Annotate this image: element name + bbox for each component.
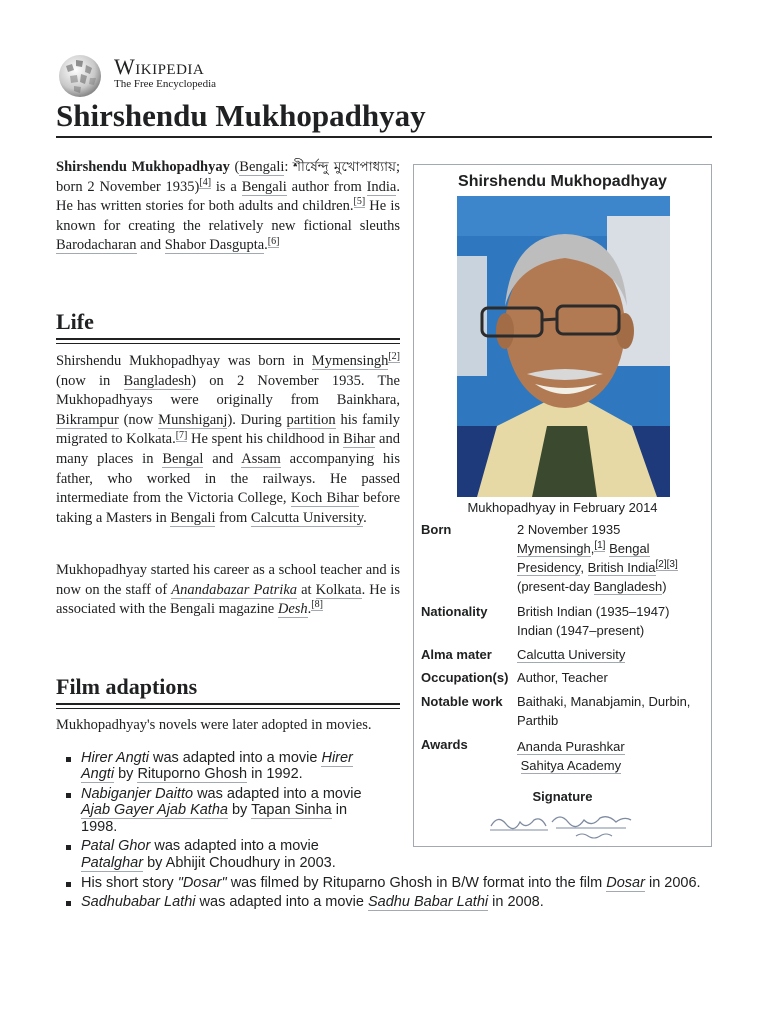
link-bihar[interactable]: Bihar <box>343 431 376 448</box>
section-divider <box>56 703 400 705</box>
link-film[interactable]: Sadhu Babar Lathi <box>368 894 489 911</box>
text: in 1998. <box>81 802 348 835</box>
subject-name: Shirshendu Mukhopadhyay <box>56 159 230 175</box>
text: in 2006. <box>644 874 701 891</box>
notable-work-value: Baithaki, Manabjamin, Durbin, Parthib <box>517 694 691 728</box>
text: (now <box>118 411 159 428</box>
section-divider <box>56 343 400 344</box>
link-bikrampur[interactable]: Bikrampur <box>56 411 119 428</box>
life-paragraph-1 <box>56 352 400 528</box>
text: (present-day <box>517 579 594 594</box>
signature-label: Signature <box>532 789 593 804</box>
list-item <box>81 750 381 783</box>
text: was adapted into a movie <box>148 750 322 766</box>
link-bengali[interactable]: Bengali <box>241 178 287 195</box>
link-bengal-presidency[interactable]: Bengal Presidency <box>517 541 650 575</box>
link-sahitya-academy[interactable]: Sahitya Academy <box>520 758 622 773</box>
text: Mukhopadhyay started his career as a school teacher and is now on the staff of <box>56 562 400 598</box>
text: ( <box>229 159 240 175</box>
text: . <box>363 509 367 526</box>
link-calcutta-university[interactable]: Calcutta University <box>250 509 364 526</box>
text: , <box>590 541 595 556</box>
text: by <box>227 802 252 819</box>
list-item <box>81 786 381 835</box>
portrait-photo[interactable] <box>457 196 670 497</box>
born-label: Born <box>421 522 452 537</box>
text: was adapted into a movie <box>150 838 319 855</box>
site-tagline: The Free Encyclopedia <box>114 78 217 90</box>
text: His short story <box>81 874 178 891</box>
birth-date: 2 November 1935 <box>517 522 621 537</box>
section-heading-life: Life <box>56 309 94 334</box>
title-divider <box>56 136 712 138</box>
text: , <box>580 560 588 575</box>
link-film[interactable]: Hirer Angti <box>81 750 353 783</box>
film-intro <box>56 716 400 736</box>
text: . He has written stories for both adults and children. <box>56 178 400 215</box>
wikipedia-wordmark[interactable] <box>114 56 216 90</box>
film-intro-text: Mukhopadhyay's novels were later adopted in movies. <box>56 717 372 733</box>
link-shabor-dasgupta[interactable]: Shabor Dasgupta <box>164 237 265 254</box>
text: in 1992. <box>247 766 303 783</box>
ref-7[interactable]: [7] <box>175 429 188 441</box>
list-item <box>81 875 741 891</box>
list-item <box>81 838 381 871</box>
life-paragraph-2 <box>56 561 400 620</box>
text: and many places in <box>56 431 400 467</box>
link-india[interactable]: India <box>366 178 397 195</box>
link-bengali-language[interactable]: Bengali <box>239 159 285 175</box>
link-bangladesh[interactable]: Bangladesh <box>593 579 663 594</box>
ref-5[interactable]: [5] <box>353 196 366 208</box>
awards-label: Awards <box>421 737 468 752</box>
text: in 2008. <box>488 894 544 911</box>
nationality-label: Nationality <box>421 604 488 619</box>
section-divider <box>56 708 400 709</box>
text: Hirer Angti <box>81 750 149 766</box>
text: from <box>215 509 251 526</box>
link-anandabazar-patrika[interactable]: Anandabazar Patrika <box>171 581 297 598</box>
text: and <box>203 450 242 467</box>
text: Shirshendu Mukhopadhyay was born in <box>56 353 312 369</box>
text: "Dosar" <box>177 874 227 891</box>
text: . <box>264 237 268 254</box>
ref-1[interactable]: [1] <box>594 539 606 551</box>
infobox <box>413 164 712 847</box>
text: British Indian (1935–1947) <box>517 604 670 619</box>
wikipedia-globe-logo[interactable] <box>56 54 104 98</box>
text: Patal Ghor <box>81 838 151 855</box>
link-mymensingh[interactable]: Mymensingh <box>311 353 389 369</box>
text: . He is associated with the Bengali magazine <box>56 581 400 618</box>
link-british-india[interactable]: British India <box>587 560 656 575</box>
ref-3[interactable]: [3] <box>666 558 678 570</box>
text: ; born 2 November 1935) <box>56 159 401 195</box>
link-calcutta-university[interactable]: Calcutta University <box>517 647 626 662</box>
link-bangladesh[interactable]: Bangladesh <box>123 372 192 389</box>
link-bengali-subject[interactable]: Bengali <box>170 509 216 526</box>
text: and <box>136 237 165 254</box>
link-film[interactable]: Patalghar <box>81 854 144 871</box>
text: is a <box>211 178 242 195</box>
text: by <box>114 766 138 783</box>
link-barodacharan[interactable]: Barodacharan <box>56 237 137 254</box>
text: Indian (1947–present) <box>517 623 645 638</box>
ref-4[interactable]: [4] <box>199 176 212 188</box>
link-desh[interactable]: Desh <box>277 601 308 618</box>
occupation-value: Author, Teacher <box>517 670 608 685</box>
native-name: শীর্ষেন্দু মুখোপাধ্যায় <box>293 159 396 175</box>
born-value <box>517 520 703 596</box>
page-title: Shirshendu Mukhopadhyay <box>56 98 426 133</box>
text: Sadhubabar Lathi <box>81 894 196 911</box>
text: was adapted into a movie <box>195 894 368 911</box>
link-director[interactable]: Rituporno Ghosh <box>137 766 248 783</box>
link-mymensingh[interactable]: Mymensingh <box>517 541 591 556</box>
list-item <box>81 894 741 910</box>
ref-6[interactable]: [6] <box>267 235 280 247</box>
section-divider <box>56 338 400 340</box>
text: ) <box>662 579 667 594</box>
link-bengal[interactable]: Bengal <box>162 450 204 467</box>
nationality-value <box>517 602 703 640</box>
ref-2[interactable]: [2] <box>655 558 667 570</box>
text: . <box>307 601 312 618</box>
text: accompanying his father, who worked in the railways. He passed intermediate from the Victoria College, <box>56 450 400 507</box>
text: was adapted into a movie <box>193 786 362 803</box>
text: his family migrated to Kolkata. <box>56 411 400 448</box>
text: ) on 2 November 1935. The Mukhopadhyays were originally from Bainkhara, <box>56 372 400 409</box>
intro-paragraph <box>56 158 400 256</box>
link-assam[interactable]: Assam <box>241 450 281 467</box>
occupation-label: Occupation(s) <box>421 670 509 685</box>
ref-2[interactable]: [2] <box>388 351 400 363</box>
text: was filmed by Rituparno Ghosh in B/W format into the film <box>226 874 607 891</box>
link-kolkata[interactable]: Kolkata <box>315 581 362 598</box>
text: ). During <box>227 411 287 428</box>
section-heading-film-adaptions: Film adaptions <box>56 674 198 699</box>
alma-mater-label: Alma mater <box>421 647 492 662</box>
text: before taking a Masters in <box>56 490 400 526</box>
text: : <box>284 159 294 175</box>
notable-work-label: Notable work <box>421 694 503 709</box>
infobox-title: Shirshendu Mukhopadhyay <box>458 173 667 190</box>
text: (now in <box>56 372 124 389</box>
link-film[interactable]: Ajab Gayer Ajab Katha <box>81 802 228 819</box>
link-munshiganj[interactable]: Munshiganj <box>158 411 228 428</box>
text: by Abhijit Choudhury in 2003. <box>143 854 336 871</box>
link-director[interactable]: Tapan Sinha <box>251 802 332 819</box>
link-koch-bihar[interactable]: Koch Bihar <box>290 490 359 507</box>
awards-value <box>517 737 703 775</box>
photo-caption: Mukhopadhyay in February 2014 <box>467 500 658 515</box>
text: at <box>297 581 316 598</box>
text: He is known for creating the relatively new fictional sleuths <box>56 198 400 234</box>
text: author from <box>286 178 367 195</box>
signature-image[interactable] <box>486 808 636 840</box>
link-film[interactable]: Dosar <box>606 874 645 891</box>
link-ananda-purashkar[interactable]: Ananda Purashkar <box>517 739 625 754</box>
link-partition[interactable]: partition <box>286 411 336 428</box>
text: Nabiganjer Daitto <box>81 786 194 803</box>
ref-8[interactable]: [8] <box>311 599 323 611</box>
text: He spent his childhood in <box>187 431 344 448</box>
site-wordmark: Wikipedia <box>114 54 205 79</box>
alma-mater-value <box>517 645 703 664</box>
